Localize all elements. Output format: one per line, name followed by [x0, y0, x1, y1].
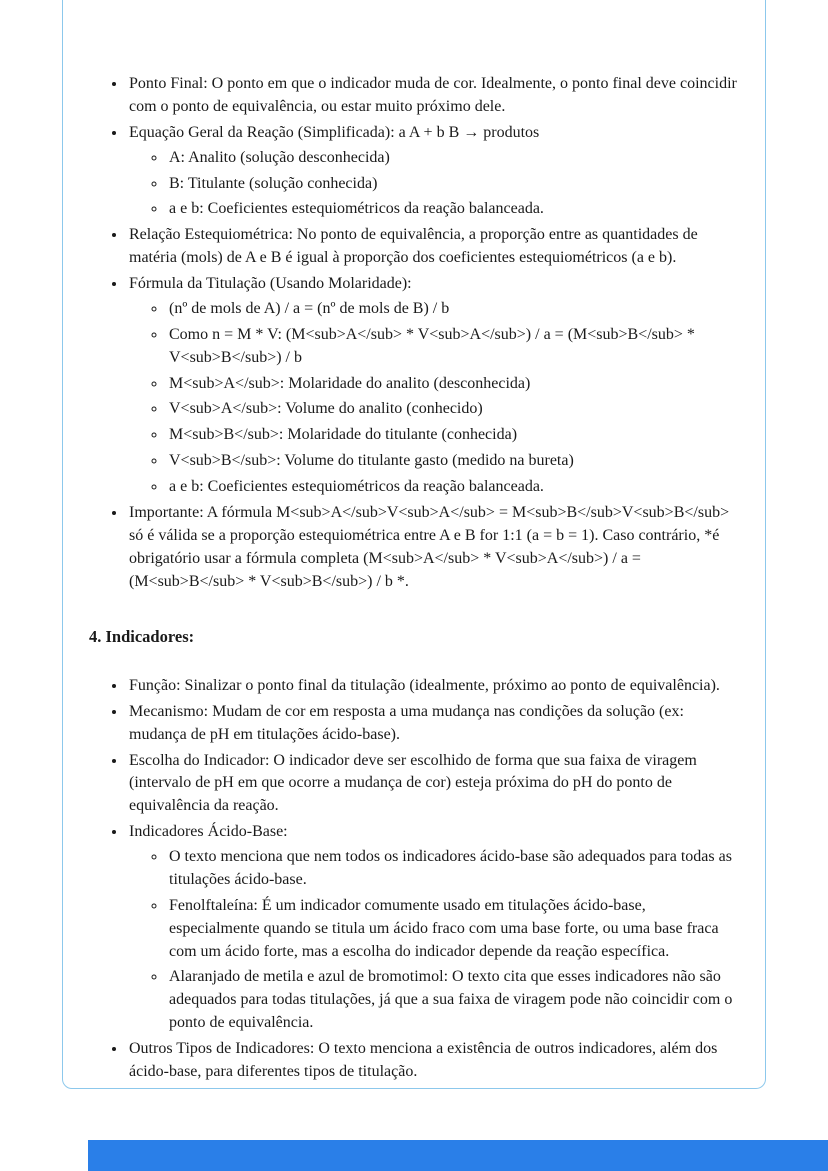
- list-item-text: Indicadores Ácido-Base:: [129, 823, 288, 841]
- sub-list: [129, 298, 739, 499]
- list-item-text: Equação Geral da Reação (Simplificada): a A + b B → produtos: [129, 123, 540, 141]
- sub-list-item: ◦ O texto menciona que nem todos os indicadores ácido-base são adequados para todas as titulações ácido-base.: [167, 846, 739, 892]
- list-item: • Outros Tipos de Indicadores: O texto menciona a existência de outros indicadores, além dos ácido-base, para diferentes tipos de titulação.: [127, 1038, 739, 1084]
- sub-list-item: ◦ V<sub>B</sub>: Volume do titulante gasto (medido na bureta): [167, 450, 739, 473]
- sub-list-item: ◦ B: Titulante (solução conhecida): [167, 173, 739, 196]
- list-item: • Escolha do Indicador: O indicador deve ser escolhido de forma que sua faixa de viragem (intervalo de pH em que ocorre a mudança de cor) esteja próxima do pH do ponto de equivalência da reação.: [127, 750, 739, 819]
- sub-list: [129, 147, 739, 222]
- sub-list-item: ◦ Alaranjado de metila e azul de bromotimol: O texto cita que esses indicadores não são adequados para todas titulações, já que a sua faixa de viragem pode não coincidir com o ponto de equivalência.: [167, 966, 739, 1035]
- content-panel: [62, 0, 766, 1089]
- sub-list-item: ◦ A: Analito (solução desconhecida): [167, 147, 739, 170]
- bullet-list-primary-1: [87, 73, 739, 593]
- list-item-text: Fórmula da Titulação (Usando Molaridade):: [129, 275, 412, 292]
- sub-list-item: ◦ a e b: Coeficientes estequiométricos da reação balanceada.: [167, 198, 739, 221]
- section-heading: 4. Indicadores:: [89, 627, 195, 647]
- sub-list-item: ◦ (nº de mols de A) / a = (nº de mols de B) / b: [167, 298, 739, 321]
- list-item: [127, 122, 739, 222]
- list-item: [127, 273, 739, 499]
- document-body: [87, 73, 739, 1084]
- sub-list-item: ◦ a e b: Coeficientes estequiométricos da reação balanceada.: [167, 476, 739, 499]
- list-item: [127, 821, 739, 1035]
- list-item: • Relação Estequiométrica: No ponto de equivalência, a proporção entre as quantidades de matéria (mols) de A e B é igual à proporção dos coeficientes estequiométricos (a e b).: [127, 224, 739, 270]
- bullet-list-primary-2: [87, 675, 739, 1084]
- sub-list: [129, 846, 739, 1035]
- list-item: • Função: Sinalizar o ponto final da titulação (idealmente, próximo ao ponto de equivalência).: [127, 675, 739, 698]
- list-item: • Mecanismo: Mudam de cor em resposta a uma mudança nas condições da solução (ex: mudança de pH em titulações ácido-base).: [127, 701, 739, 747]
- sub-list-item: ◦ M<sub>B</sub>: Molaridade do titulante (conhecida): [167, 424, 739, 447]
- bottom-blue-bar: [88, 1140, 828, 1171]
- list-item: • Importante: A fórmula M<sub>A</sub>V<sub>A</sub> = M<sub>B</sub>V<sub>B</sub> só é válida se a proporção estequiométrica entre A e B for 1:1 (a = b = 1). Caso contrário, *é obrigatório usar a fórmula completa (M<sub>A</sub> * V<sub>A</sub>) / a = (M<sub>B</sub> * V<sub>B</sub>) / b *.: [127, 502, 739, 594]
- list-item: • Ponto Final: O ponto em que o indicador muda de cor. Idealmente, o ponto final deve coincidir com o ponto de equivalência, ou estar muito próximo dele.: [127, 73, 739, 119]
- sub-list-item: ◦ Como n = M * V: (M<sub>A</sub> * V<sub>A</sub>) / a = (M<sub>B</sub> * V<sub>B</sub>) / b: [167, 324, 739, 370]
- sub-list-item: ◦ M<sub>A</sub>: Molaridade do analito (desconhecida): [167, 373, 739, 396]
- sub-list-item: ◦ V<sub>A</sub>: Volume do analito (conhecido): [167, 398, 739, 421]
- sub-list-item: ◦ Fenolftaleína: É um indicador comumente usado em titulações ácido-base, especialmente quando se titula um ácido fraco com uma base forte, ou uma base fraca com um ácido forte, mas a escolha do indicador depende da reação específica.: [167, 895, 739, 964]
